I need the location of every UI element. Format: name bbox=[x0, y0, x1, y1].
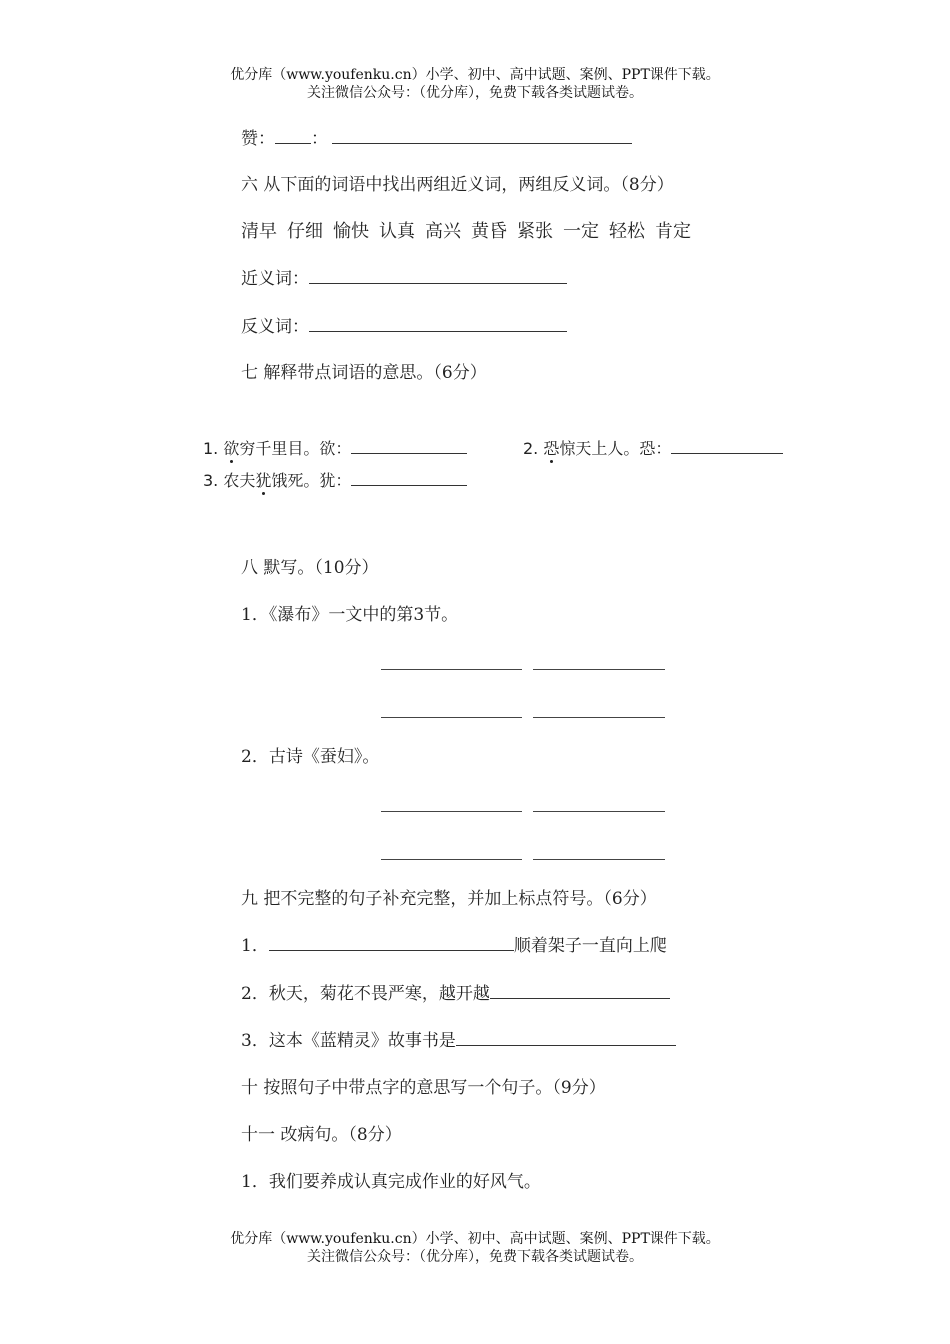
q7-item-text: 饿死。 bbox=[271, 471, 320, 490]
word-item: 轻松 bbox=[609, 221, 645, 242]
footer-line-1: 优分库（www.youfenku.cn）小学、初中、高中试题、案例、PPT课件下载。 bbox=[230, 1231, 720, 1247]
q9-item-text: 2．秋天，菊花不畏严寒，越开越 bbox=[241, 984, 490, 1004]
dotted-character: 恐 bbox=[543, 439, 560, 458]
q7-item-key: 犹： bbox=[319, 471, 352, 490]
word-item: 高兴 bbox=[425, 221, 461, 242]
q7-answer-blank bbox=[671, 452, 783, 454]
q8-title: 八 默写。（10分） bbox=[241, 558, 379, 578]
praise-small-blank bbox=[275, 142, 311, 144]
q9-item-3 bbox=[241, 1030, 676, 1052]
q7-item-key: 恐： bbox=[639, 439, 672, 458]
dictation-blank bbox=[533, 811, 665, 812]
word-item: 黄昏 bbox=[471, 221, 507, 242]
q9-answer-blank bbox=[269, 949, 514, 951]
praise-item bbox=[241, 128, 632, 150]
dictation-blank bbox=[533, 669, 665, 670]
q7-item-1 bbox=[203, 439, 467, 459]
dictation-blank bbox=[381, 859, 522, 860]
footer-line-2: 关注微信公众号：（优分库），免费下载各类试题试卷。 bbox=[307, 1249, 643, 1265]
q7-answer-blank bbox=[351, 452, 467, 454]
q9-item-text: 3．这本《蓝精灵》故事书是 bbox=[241, 1031, 456, 1051]
q7-item-text: 惊天上人。 bbox=[559, 439, 640, 458]
q9-item-1 bbox=[241, 935, 667, 957]
dotted-character: 犹 bbox=[255, 471, 272, 490]
q11-title: 十一 改病句。（8分） bbox=[241, 1125, 402, 1145]
q6-synonym-row bbox=[241, 268, 567, 290]
antonym-blank bbox=[309, 330, 567, 332]
word-item: 愉快 bbox=[333, 221, 369, 242]
q7-item-2 bbox=[523, 439, 783, 459]
q7-item-key: 欲： bbox=[319, 439, 352, 458]
q7-item-text: 穷千里目。 bbox=[239, 439, 320, 458]
word-item: 清早 bbox=[241, 221, 277, 242]
q7-title: 七 解释带点词语的意思。（6分） bbox=[241, 363, 487, 383]
antonym-label: 反义词： bbox=[241, 317, 309, 337]
q7-item-number: 3. bbox=[203, 471, 219, 490]
q8-item-2: 2．古诗《蚕妇》。 bbox=[241, 747, 380, 767]
header-line-1: 优分库（www.youfenku.cn）小学、初中、高中试题、案例、PPT课件下载。 bbox=[230, 67, 720, 83]
q6-word-list bbox=[241, 221, 701, 243]
synonym-blank bbox=[309, 282, 567, 284]
q9-item-2 bbox=[241, 983, 670, 1005]
q10-title: 十 按照句子中带点字的意思写一个句子。（9分） bbox=[241, 1078, 606, 1098]
word-item: 认真 bbox=[379, 221, 415, 242]
praise-label: 赞： bbox=[241, 129, 275, 149]
q7-item-number: 1. bbox=[203, 439, 219, 458]
dictation-blank bbox=[381, 717, 522, 718]
q6-antonym-row bbox=[241, 316, 567, 338]
q7-item-number: 2. bbox=[523, 439, 539, 458]
dictation-blank bbox=[533, 717, 665, 718]
dictation-blank bbox=[533, 859, 665, 860]
word-item: 一定 bbox=[563, 221, 599, 242]
q11-item-1: 1．我们要养成认真完成作业的好风气。 bbox=[241, 1172, 541, 1192]
q9-title: 九 把不完整的句子补充完整，并加上标点符号。（6分） bbox=[241, 889, 657, 909]
word-item: 肯定 bbox=[655, 221, 691, 242]
word-item: 紧张 bbox=[517, 221, 553, 242]
q9-item-text: 顺着架子一直向上爬 bbox=[513, 936, 667, 956]
q7-item-text: 农夫 bbox=[223, 471, 256, 490]
praise-colon: ： bbox=[311, 129, 328, 149]
praise-answer-blank bbox=[332, 142, 632, 144]
q7-item-3 bbox=[203, 471, 467, 491]
q9-answer-blank bbox=[456, 1044, 676, 1046]
synonym-label: 近义词： bbox=[241, 269, 309, 289]
dictation-blank bbox=[381, 811, 522, 812]
dotted-character: 欲 bbox=[223, 439, 240, 458]
word-item: 仔细 bbox=[287, 221, 323, 242]
q9-item-number: 1． bbox=[241, 936, 269, 956]
dictation-blank bbox=[381, 669, 522, 670]
q9-answer-blank bbox=[490, 997, 670, 999]
header-line-2: 关注微信公众号：（优分库），免费下载各类试题试卷。 bbox=[307, 85, 643, 101]
q7-answer-blank bbox=[351, 484, 467, 486]
q6-title: 六 从下面的词语中找出两组近义词，两组反义词。（8分） bbox=[241, 175, 674, 195]
q8-item-1: 1．《瀑布》一文中的第3节。 bbox=[241, 605, 459, 625]
